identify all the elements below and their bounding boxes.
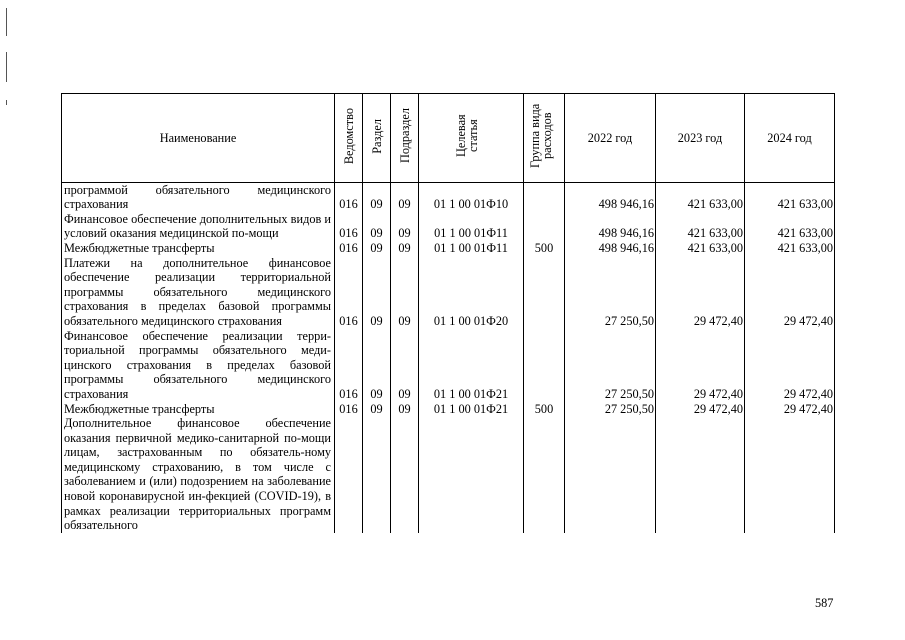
table-row [62,329,835,402]
row-2024: 421 633,00 [745,182,835,212]
row-name: Финансовое обеспечение дополнительных видов и условий оказания медицинской по-мощи [62,212,335,241]
row-2024 [745,416,835,533]
row-2023: 29 472,40 [656,402,745,417]
table-row [62,182,835,212]
header-2023: 2023 год [656,94,745,183]
row-2024: 421 633,00 [745,212,835,241]
budget-table [61,93,835,533]
row-group [524,182,565,212]
row-group [524,416,565,533]
row-2023: 421 633,00 [656,212,745,241]
margin-mark [6,100,7,105]
row-2022: 498 946,16 [565,241,656,256]
row-razdel: 09 [363,182,391,212]
table-row [62,212,835,241]
row-vedomstvo: 016 [335,329,363,402]
row-2023 [656,416,745,533]
row-podrazdel: 09 [391,329,419,402]
row-target: 01 1 00 01Ф21 [419,329,524,402]
row-target: 01 1 00 01Ф11 [419,241,524,256]
row-2023: 29 472,40 [656,329,745,402]
row-name: Межбюджетные трансферты [62,402,335,417]
row-2022: 27 250,50 [565,402,656,417]
header-2022: 2022 год [565,94,656,183]
row-podrazdel [391,416,419,533]
row-2024: 29 472,40 [745,402,835,417]
margin-mark [6,52,7,82]
header-name: Наименование [62,94,335,183]
row-2023: 421 633,00 [656,241,745,256]
header-target: Целевая статья [419,94,524,183]
row-2024: 29 472,40 [745,329,835,402]
row-target: 01 1 00 01Ф20 [419,256,524,329]
row-podrazdel: 09 [391,402,419,417]
row-razdel: 09 [363,212,391,241]
row-podrazdel: 09 [391,241,419,256]
row-vedomstvo: 016 [335,182,363,212]
row-vedomstvo: 016 [335,241,363,256]
row-target: 01 1 00 01Ф11 [419,212,524,241]
row-name: Финансовое обеспечение реализации терри-ториальной программы обязательного меди-цинского страхования в пределах базовой программы обязательного медицинского страхования [62,329,335,402]
row-name: Дополнительное финансовое обеспечение оказания первичной медико-санитарной по-мощи лицам, застрахованным по обязатель-ному медицинскому страхованию, в том числе с заболеванием и (или) подозрением на заболевание новой коронавирусной ин-фекцией (COVID-19), в рамках реализации территориальных программ обязательного [62,416,335,533]
header-group: Группа вида расходов [524,94,565,183]
row-vedomstvo: 016 [335,402,363,417]
row-podrazdel: 09 [391,182,419,212]
row-2022: 27 250,50 [565,256,656,329]
row-group [524,256,565,329]
row-2024: 421 633,00 [745,241,835,256]
table-row [62,256,835,329]
row-2023: 421 633,00 [656,182,745,212]
row-2023: 29 472,40 [656,256,745,329]
row-razdel [363,416,391,533]
row-2022: 498 946,16 [565,182,656,212]
row-2022: 27 250,50 [565,329,656,402]
header-2024: 2024 год [745,94,835,183]
table-row [62,241,835,256]
row-razdel: 09 [363,256,391,329]
row-target: 01 1 00 01Ф21 [419,402,524,417]
header-podrazdel: Подраздел [391,94,419,183]
row-group [524,329,565,402]
row-target [419,416,524,533]
row-2022 [565,416,656,533]
table-row [62,402,835,417]
row-target: 01 1 00 01Ф10 [419,182,524,212]
table-header-row [62,94,835,183]
row-vedomstvo: 016 [335,256,363,329]
row-name: Межбюджетные трансферты [62,241,335,256]
row-podrazdel: 09 [391,256,419,329]
row-razdel: 09 [363,402,391,417]
row-2022: 498 946,16 [565,212,656,241]
page-number: 587 [815,596,834,610]
table-row [62,416,835,533]
header-razdel: Раздел [363,94,391,183]
row-vedomstvo: 016 [335,212,363,241]
row-razdel: 09 [363,329,391,402]
row-2024: 29 472,40 [745,256,835,329]
row-group: 500 [524,241,565,256]
header-vedomstvo: Ведомство [335,94,363,183]
row-razdel: 09 [363,241,391,256]
row-vedomstvo [335,416,363,533]
row-group: 500 [524,402,565,417]
margin-mark [6,8,7,36]
row-name: программой обязательного медицинского страхования [62,182,335,212]
row-name: Платежи на дополнительное финансовое обеспечение реализации территориальной программы обязательного медицинского страхования в пределах базовой программы обязательного медицинского страхования [62,256,335,329]
row-group [524,212,565,241]
row-podrazdel: 09 [391,212,419,241]
